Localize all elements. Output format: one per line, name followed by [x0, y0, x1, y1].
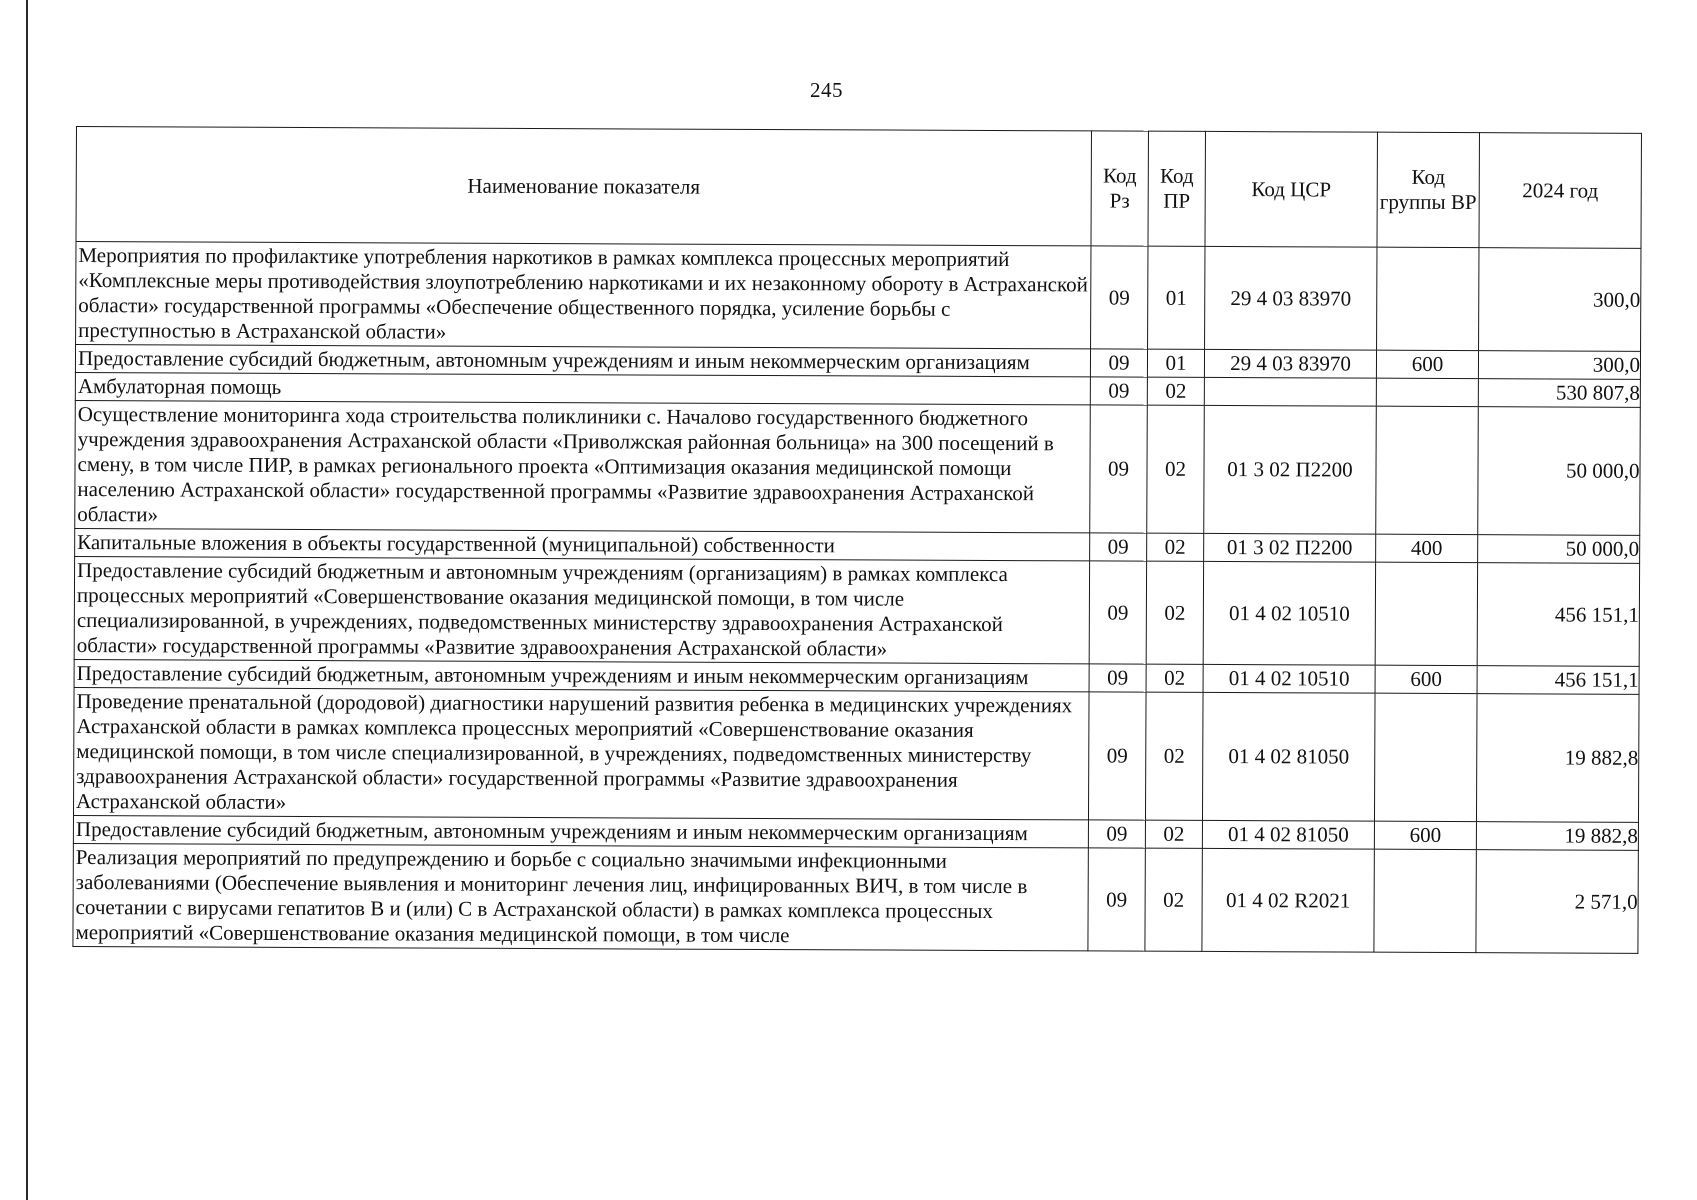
budget-table: [72, 126, 1642, 954]
row-name: Амбулаторная помощь: [75, 372, 1090, 404]
row-csr: 01 4 02 R2021: [1202, 848, 1374, 952]
table-row: [76, 242, 1641, 352]
row-name: Предоставление субсидий бюджетным и автономным учреждениям (организациям) в рамках комплекса процессных мероприятий «Совершенствование оказания медицинской помощи, в том числе специализированной, в учреждениях, подведомственных министерству здравоохранения Астраханской области» государственной программы «Развитие здравоохранения Астраханской области»: [74, 556, 1089, 663]
row-csr: 01 4 02 10510: [1203, 561, 1375, 665]
row-pr: 02: [1145, 692, 1203, 820]
row-rz: 09: [1088, 692, 1146, 820]
page-number: 245: [810, 78, 843, 102]
row-pr: 02: [1146, 561, 1203, 664]
row-pr: 02: [1147, 533, 1204, 561]
row-pr: 02: [1145, 848, 1202, 951]
row-rz: 09: [1090, 349, 1147, 377]
row-vr: [1376, 406, 1479, 534]
row-rz: 09: [1089, 664, 1146, 692]
row-pr: 02: [1146, 664, 1203, 692]
row-amount: 19 882,8: [1476, 694, 1639, 823]
row-name: Предоставление субсидий бюджетным, автономным учреждениям и иным некоммерческим организациям: [74, 659, 1089, 691]
table-row: [73, 687, 1639, 822]
row-csr: [1204, 377, 1376, 406]
row-name: Мероприятия по профилактике употребления наркотиков в рамках комплекса процессных мероприятий «Комплексные меры противодействия злоупотреблению наркотиками и их незаконному обороту в Астраханской области» государственной программы «Обеспечение общественного порядка, усиление борьбы с преступностью в Астраханской области»: [76, 242, 1091, 349]
row-vr: [1374, 693, 1477, 821]
row-rz: 09: [1089, 561, 1146, 664]
scan-edge-line: [26, 0, 28, 1200]
header-rz: Код Рз: [1091, 131, 1149, 246]
row-name: Предоставление субсидий бюджетным, автономным учреждениям и иным некоммерческим организациям: [73, 815, 1088, 847]
row-pr: 02: [1147, 405, 1205, 533]
row-rz: 09: [1090, 533, 1147, 561]
row-vr: 600: [1376, 350, 1478, 378]
row-amount: 300,0: [1478, 351, 1640, 380]
row-vr: [1375, 562, 1477, 665]
row-amount: 19 882,8: [1476, 822, 1638, 851]
row-amount: 2 571,0: [1476, 850, 1638, 954]
row-vr: [1377, 247, 1479, 350]
header-vr: Код группы ВР: [1377, 132, 1480, 247]
header-year: 2024 год: [1479, 133, 1642, 249]
header-name: Наименование показателя: [76, 127, 1091, 246]
row-vr: 400: [1376, 534, 1478, 562]
row-name: Проведение пренатальной (дородовой) диагностики нарушений развития ребенка в медицинских учреждениях Астраханской области в рамках комплекса процессных мероприятий «Совершенствование оказания медицинской помощи, в том числе специализированной, в учреждениях, подведомственных министерству здравоохранения Астраханской области» государственной программы «Развитие здравоохранения Астраханской области»: [73, 687, 1089, 819]
row-name: Осуществление мониторинга хода строительства поликлиники с. Началово государственного бюджетного учреждения здравоохранения Астраханской области «Приволжская районная больница» на 300 посещений в смену, в том числе ПИР, в рамках регионального проекта «Оптимизация оказания медицинской помощи населению Астраханской области» государственной программы «Развитие здравоохранения Астраханской области»: [75, 400, 1091, 532]
header-pr: Код ПР: [1148, 131, 1206, 246]
row-vr: 600: [1374, 821, 1476, 849]
row-csr: 01 4 02 81050: [1202, 692, 1375, 821]
table-row: [74, 556, 1639, 666]
row-csr: 29 4 03 83970: [1205, 246, 1377, 350]
row-csr: 29 4 03 83970: [1204, 349, 1376, 378]
row-rz: 09: [1091, 246, 1148, 349]
row-pr: 01: [1148, 246, 1205, 349]
table-row: [73, 843, 1638, 953]
table-header-row: [76, 127, 1641, 249]
row-amount: 50 000,0: [1478, 407, 1641, 536]
row-amount: 530 807,8: [1478, 379, 1640, 408]
row-rz: 09: [1090, 405, 1148, 533]
row-csr: 01 4 02 81050: [1202, 820, 1374, 849]
table-row: [75, 400, 1641, 535]
row-name: Реализация мероприятий по предупреждению и борьбе с социально значимыми инфекционными заболеваниями (Обеспечение выявления и мониторинг лечения лиц, инфицированных ВИЧ, в том числе в сочетании с вирусами гепатитов В и (или) С в Астраханской области) в рамках комплекса процессных мероприятий «Совершенствование оказания медицинской помощи, в том числе: [73, 843, 1088, 950]
row-csr: 01 3 02 П2200: [1204, 405, 1377, 534]
row-vr: [1374, 849, 1476, 952]
row-amount: 456 151,1: [1477, 563, 1639, 667]
header-csr: Код ЦСР: [1205, 131, 1378, 247]
row-csr: 01 3 02 П2200: [1204, 533, 1376, 562]
row-name: Предоставление субсидий бюджетным, автономным учреждениям и иным некоммерческим организациям: [75, 345, 1090, 377]
row-amount: 456 151,1: [1477, 666, 1639, 695]
row-rz: 09: [1090, 377, 1147, 405]
row-amount: 300,0: [1479, 248, 1641, 352]
row-name: Капитальные вложения в объекты государственной (муниципальной) собственности: [75, 528, 1090, 560]
row-pr: 02: [1147, 377, 1204, 405]
row-rz: 09: [1088, 848, 1145, 951]
row-pr: 02: [1145, 820, 1202, 848]
row-rz: 09: [1088, 820, 1145, 848]
row-amount: 50 000,0: [1478, 535, 1640, 564]
row-pr: 01: [1147, 349, 1204, 377]
row-vr: [1376, 378, 1478, 406]
row-vr: 600: [1375, 665, 1477, 693]
row-csr: 01 4 02 10510: [1203, 664, 1375, 693]
